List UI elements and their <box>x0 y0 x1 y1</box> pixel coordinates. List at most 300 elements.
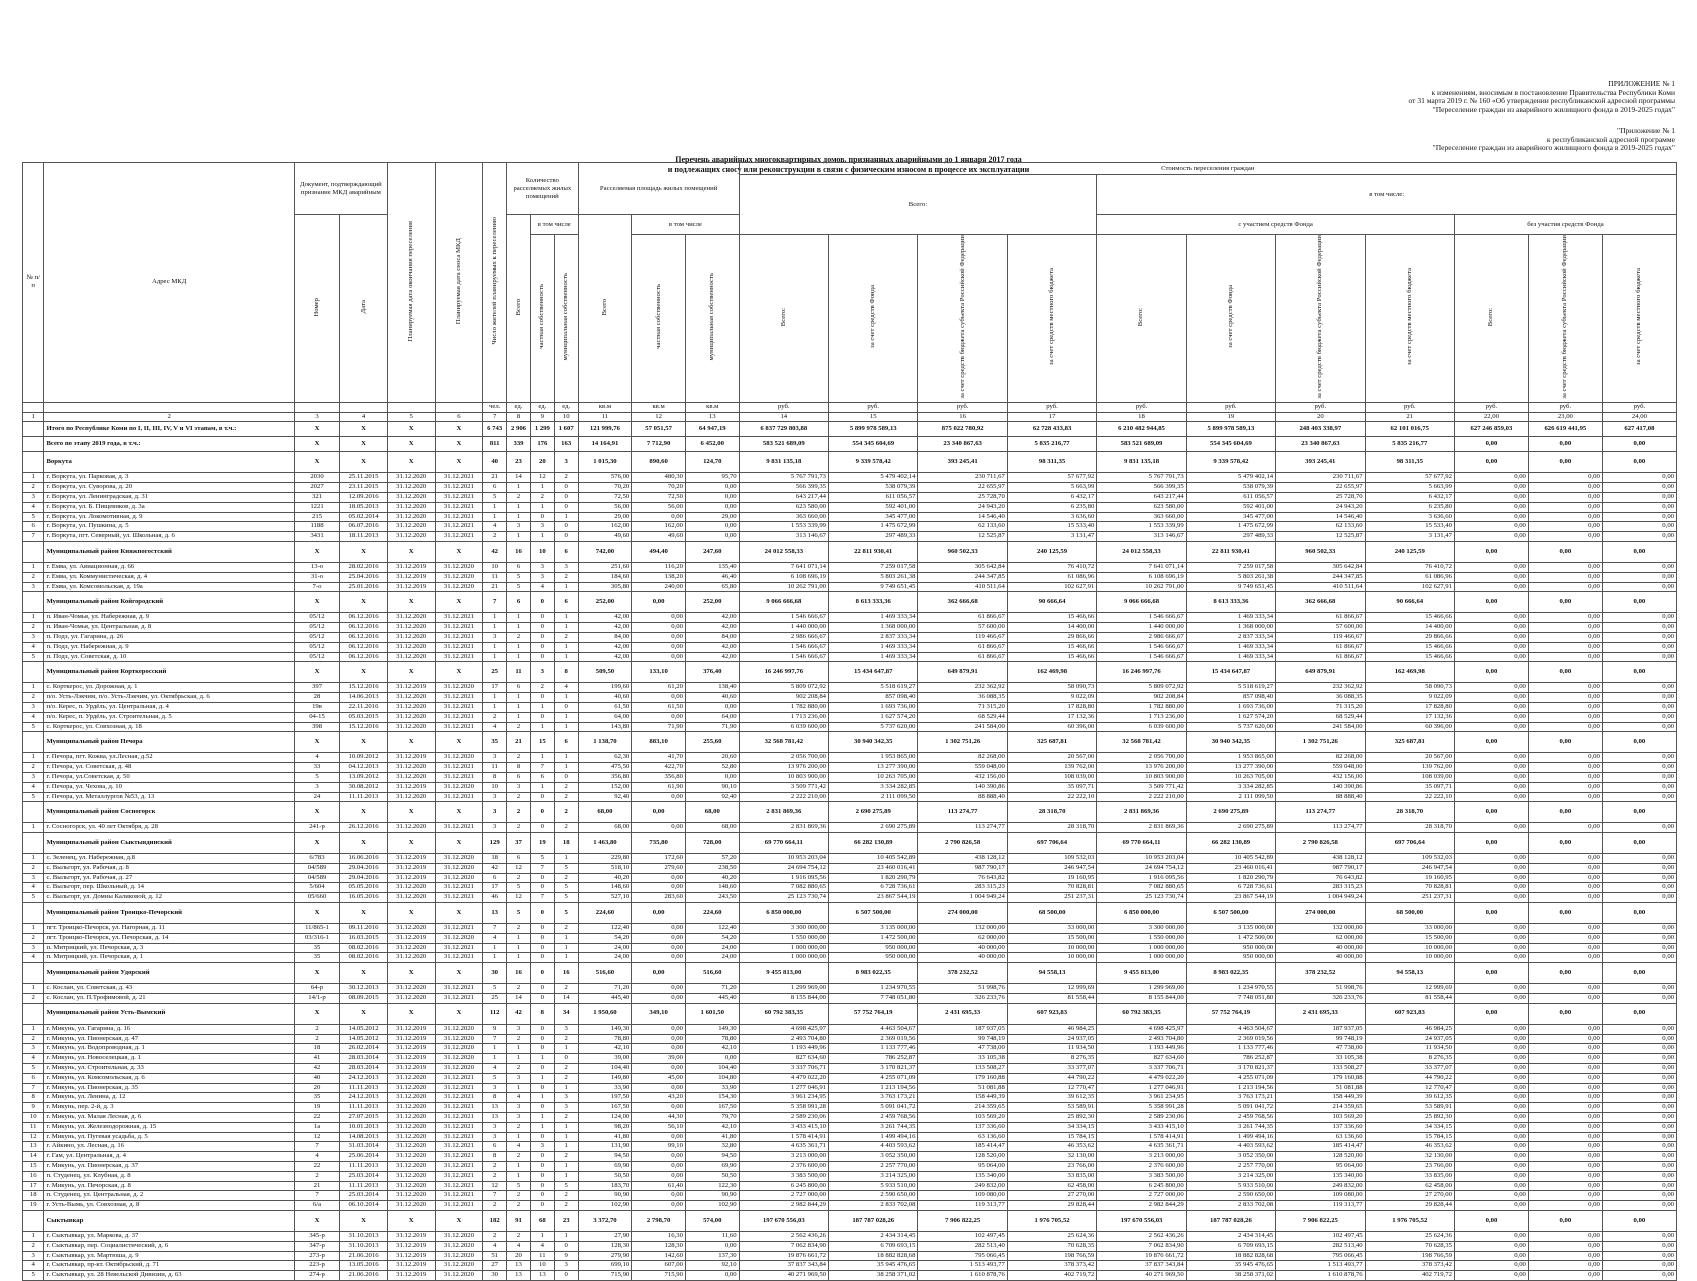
cell: 32,80 <box>685 1142 739 1152</box>
cell: 9 339 578,42 <box>829 452 918 473</box>
cell: 25.06.2014 <box>340 1152 388 1162</box>
cell: 42,00 <box>578 642 632 652</box>
cell: 0,00 <box>1602 1171 1676 1181</box>
cell: 0 <box>530 1201 554 1211</box>
cell: 42,00 <box>685 652 739 662</box>
cell: 2 <box>23 1034 44 1044</box>
cell: 3 <box>23 632 44 642</box>
table-row <box>23 1261 1677 1271</box>
cell: 1 <box>554 753 578 763</box>
cell: 5 <box>507 1181 531 1191</box>
cell: 0,00 <box>1528 854 1602 864</box>
table-row <box>23 1044 1677 1054</box>
cell: 0,00 <box>1602 792 1676 802</box>
cell: 0,00 <box>632 963 686 984</box>
cell: 14 <box>507 994 531 1004</box>
cell: 5 <box>554 883 578 893</box>
cell: 0,00 <box>1454 683 1528 693</box>
cell: 90,90 <box>578 1191 632 1201</box>
cell: 3 <box>294 412 339 422</box>
cell: 0,00 <box>1602 702 1676 712</box>
cell: 60 396,00 <box>1007 722 1096 732</box>
cell: 0 <box>530 933 554 943</box>
cell: 0,00 <box>1454 1181 1528 1191</box>
cell: 1 <box>530 1073 554 1083</box>
cell: 23 460 016,41 <box>1186 863 1275 873</box>
cell: 10 <box>554 412 578 422</box>
cell: 3431 <box>294 532 339 542</box>
cell: 33 105,38 <box>918 1054 1007 1064</box>
cell: 133 508,27 <box>1276 1064 1365 1074</box>
cell: 2 <box>507 1034 531 1044</box>
cell: 7 748 051,80 <box>829 994 918 1004</box>
cell: 29 866,66 <box>1007 632 1096 642</box>
table-row <box>23 994 1677 1004</box>
cell: 1 234 970,55 <box>1186 984 1275 994</box>
cell: 1 <box>507 532 531 542</box>
cell: 60 792 383,35 <box>1097 1003 1186 1024</box>
cell: 31.12.2020 <box>435 1251 483 1261</box>
cell: 31.12.2019 <box>387 562 435 572</box>
cell: X <box>294 903 339 924</box>
cell: 40 000,00 <box>1276 943 1365 953</box>
cell: 0,00 <box>632 984 686 994</box>
cell: 1 <box>507 693 531 703</box>
cell: 875 022 780,92 <box>918 422 1007 437</box>
cell: 7 <box>483 1191 507 1201</box>
header-line: к республиканской адресной программе <box>1546 134 1675 144</box>
cell: 40 000,00 <box>918 943 1007 953</box>
cell: 0,00 <box>1528 933 1602 943</box>
cell: 305 642,84 <box>1276 562 1365 572</box>
cell: 0,00 <box>1454 722 1528 732</box>
cell: 0,00 <box>1528 1113 1602 1123</box>
cell: 5 933 510,00 <box>829 1181 918 1191</box>
cell: 0,00 <box>1602 1054 1676 1064</box>
cell: 5 899 978 589,13 <box>829 422 918 437</box>
cell: 4 <box>23 1261 44 1271</box>
cell: 223-р <box>294 1261 339 1271</box>
cell: 321 <box>294 492 339 502</box>
cell: 31.12.2020 <box>387 994 435 1004</box>
table-row <box>23 492 1677 502</box>
cell: 162,00 <box>578 522 632 532</box>
cell: 4 <box>507 1241 531 1251</box>
cell: 2 <box>483 712 507 722</box>
cell: 0,00 <box>685 502 739 512</box>
cell: 0,00 <box>1454 662 1528 683</box>
cell: 31.12.2020 <box>435 863 483 873</box>
cell: 0,00 <box>685 1271 739 1281</box>
cell: 699,10 <box>578 1261 632 1271</box>
cell: 4 <box>23 712 44 722</box>
cell: 0,00 <box>1602 984 1676 994</box>
cell: г. Микунь, ул. Гагарина, д. 16 <box>44 1024 294 1034</box>
cell: 4 698 425,97 <box>1097 1024 1186 1034</box>
cell: 6 452,00 <box>685 437 739 452</box>
cell: 1 513 493,77 <box>918 1261 1007 1271</box>
cell: 6 <box>507 592 531 613</box>
cell: 0,00 <box>1454 1064 1528 1074</box>
cell: 62 133,60 <box>1276 522 1365 532</box>
cell: 2 <box>554 792 578 802</box>
cell: 1 440 000,00 <box>739 623 828 633</box>
cell: 5 <box>507 582 531 592</box>
cell: 39,00 <box>632 1054 686 1064</box>
cell: 2 459 768,56 <box>1186 1113 1275 1123</box>
cell: 21 <box>1365 412 1454 422</box>
cell: 0 <box>530 1064 554 1074</box>
cell: 0,00 <box>1454 582 1528 592</box>
cell: 9 022,09 <box>1007 693 1096 703</box>
cell: 64-р <box>294 984 339 994</box>
cell: 28 <box>294 693 339 703</box>
cell: 0,00 <box>1602 943 1676 953</box>
cell: 8 276,35 <box>1365 1054 1454 1064</box>
cell: 1 693 736,00 <box>829 702 918 712</box>
cell: 252,00 <box>685 592 739 613</box>
cell: 0,00 <box>1528 623 1602 633</box>
cell: 1 499 494,16 <box>1186 1132 1275 1142</box>
cell: 10 <box>483 562 507 572</box>
cell: 3 <box>530 572 554 582</box>
cell: 378 232,52 <box>918 963 1007 984</box>
cell: г. Гам, ул. Центральная, д. 4 <box>44 1152 294 1162</box>
cell: 05/12 <box>294 632 339 642</box>
cell: г. Микунь, ул. Водопроводная, д. 1 <box>44 1044 294 1054</box>
cell: 232 362,92 <box>918 683 1007 693</box>
table-row <box>23 1142 1677 1152</box>
cell: 4 479 022,20 <box>1097 1073 1186 1083</box>
cell: 3 961 234,95 <box>739 1093 828 1103</box>
cell: 197,50 <box>578 1093 632 1103</box>
cell: 7 <box>530 893 554 903</box>
cell: 2 <box>554 1152 578 1162</box>
cell: 2 <box>23 483 44 493</box>
cell: 2 690 275,89 <box>1186 823 1275 833</box>
cell: 5 <box>507 883 531 893</box>
cell: 1 000 000,00 <box>1097 953 1186 963</box>
cell: 0,00 <box>1528 802 1602 823</box>
cell: 05/12 <box>294 642 339 652</box>
cell: 94,50 <box>578 1152 632 1162</box>
cell: 06.10.2014 <box>340 1201 388 1211</box>
cell: 0,00 <box>1528 1044 1602 1054</box>
cell: 135 340,00 <box>918 1171 1007 1181</box>
cell: X <box>387 903 435 924</box>
cell: 246 947,54 <box>1007 863 1096 873</box>
cell: руб. <box>1365 402 1454 412</box>
cell: 108 039,00 <box>1007 772 1096 782</box>
cell: 42,10 <box>685 1044 739 1054</box>
col-header-nofund-total: Всего: <box>1454 235 1528 403</box>
cell: 25 624,36 <box>1365 1232 1454 1242</box>
cell: 46 <box>483 893 507 903</box>
cell: 0,00 <box>1454 833 1528 854</box>
cell: 1 <box>23 1232 44 1242</box>
cell: 78,80 <box>685 1034 739 1044</box>
cell: 22 655,97 <box>918 483 1007 493</box>
cell: 786 252,87 <box>829 1054 918 1064</box>
cell: 2 589 230,06 <box>739 1113 828 1123</box>
cell: 2 222 210,00 <box>1097 792 1186 802</box>
col-header-total-local: за счет средств местного бюджета <box>1007 235 1096 403</box>
cell: 5 <box>23 722 44 732</box>
cell: 0,00 <box>1602 772 1676 782</box>
cell: г. Микунь, ул. Железнодорожная, д. 15 <box>44 1122 294 1132</box>
cell: 0,00 <box>1454 943 1528 953</box>
cell: 9 <box>530 412 554 422</box>
cell: 1 193 449,96 <box>739 1044 828 1054</box>
col-header-nofund-region: за счет средств бюджета субъекта Российской Федерации <box>1528 235 1602 403</box>
cell: 0,00 <box>632 642 686 652</box>
cell: 13 <box>685 412 739 422</box>
cell: 9 <box>23 1103 44 1113</box>
cell: 247,60 <box>685 541 739 562</box>
cell: 31.12.2020 <box>387 883 435 893</box>
cell: 9 022,09 <box>1365 693 1454 703</box>
cell: 40 000,00 <box>1276 953 1365 963</box>
cell: 1 <box>483 1044 507 1054</box>
cell: 325 687,81 <box>1365 732 1454 753</box>
cell: 1 820 290,79 <box>1186 873 1275 883</box>
cell: 13 <box>23 1142 44 1152</box>
cell: г. Айкино, ул. Лесная, д. 16 <box>44 1142 294 1152</box>
cell: 2 <box>483 1232 507 1242</box>
cell: 0,00 <box>1602 854 1676 864</box>
municipality-row <box>23 1003 1677 1024</box>
cell: 4 <box>483 1064 507 1074</box>
cell: 0 <box>530 512 554 522</box>
cell: 627 417,08 <box>1602 422 1676 437</box>
cell: 135,40 <box>685 562 739 572</box>
cell: 0,00 <box>1454 1232 1528 1242</box>
cell: 38 258 371,02 <box>1186 1271 1275 1281</box>
cell: 1 <box>23 753 44 763</box>
cell: п. Иван-Чомья, ул. Центральная, д. 8 <box>44 623 294 633</box>
cell: 0,00 <box>1454 1191 1528 1201</box>
cell: 70 628,35 <box>1007 1241 1096 1251</box>
cell: 3 <box>23 492 44 502</box>
cell: 197 670 556,03 <box>1097 1211 1186 1232</box>
cell: 0,00 <box>685 483 739 493</box>
cell: 11 <box>530 1251 554 1261</box>
cell: 35 945 476,65 <box>829 1261 918 1271</box>
cell: 11,60 <box>685 1232 739 1242</box>
cell: 24.12.2013 <box>340 1093 388 1103</box>
cell: 15.12.2016 <box>340 683 388 693</box>
cell: 46,40 <box>685 572 739 582</box>
cell: г. Воркута, ул. Парковая, д. 3 <box>44 473 294 483</box>
cell: 3 <box>483 1122 507 1132</box>
cell: X <box>294 802 339 823</box>
cell: 0 <box>554 702 578 712</box>
cell: 5 663,99 <box>1007 483 1096 493</box>
cell: 14 546,40 <box>918 512 1007 522</box>
cell: 5 <box>23 1064 44 1074</box>
cell: 1 475 672,99 <box>829 522 918 532</box>
cell: 2 <box>554 802 578 823</box>
cell: руб. <box>1097 402 1186 412</box>
cell: 7 062 834,90 <box>739 1241 828 1251</box>
cell: 06.12.2016 <box>340 652 388 662</box>
cell: 39,00 <box>578 1054 632 1064</box>
cell: 31.12.2021 <box>435 642 483 652</box>
cell: 68 529,44 <box>1276 712 1365 722</box>
cell: 1 <box>23 984 44 994</box>
cell: 25 <box>483 662 507 683</box>
cell: 32 130,00 <box>1365 1152 1454 1162</box>
cell: 17 <box>23 1181 44 1191</box>
cell: 10 <box>530 1261 554 1271</box>
cell: 197 670 556,03 <box>739 1211 828 1232</box>
cell: 31.12.2021 <box>435 943 483 953</box>
cell: 40,60 <box>578 693 632 703</box>
cell: 5 835 216,77 <box>1365 437 1454 452</box>
cell: 24 694 754,12 <box>739 863 828 873</box>
cell: 61 866,67 <box>1276 613 1365 623</box>
cell: 0,00 <box>1454 702 1528 712</box>
cell: 378 373,42 <box>1365 1261 1454 1271</box>
cell: 5 <box>554 863 578 873</box>
cell: 31.12.2020 <box>387 1142 435 1152</box>
cell: 2 <box>483 1171 507 1181</box>
cell: 25 892,30 <box>1007 1113 1096 1123</box>
cell: 31.12.2020 <box>387 532 435 542</box>
table-row <box>23 792 1677 802</box>
cell: 31.12.2021 <box>435 1132 483 1142</box>
cell: г. Усть-Вымь, ул. Совхозная, д. 8 <box>44 1201 294 1211</box>
cell: 3 <box>507 1103 531 1113</box>
cell: 9 455 813,00 <box>739 963 828 984</box>
cell: 32 568 781,42 <box>1097 732 1186 753</box>
cell: 3 300 000,00 <box>1097 924 1186 934</box>
cell: 2 <box>507 1152 531 1162</box>
cell: 62 728 433,83 <box>1007 422 1096 437</box>
cell: 149,80 <box>578 1073 632 1083</box>
cell: 4 698 425,97 <box>739 1024 828 1034</box>
cell: с. Зеленец, ул. Набережная, д.8 <box>44 854 294 864</box>
cell: 3 <box>507 1024 531 1034</box>
cell: 42 <box>483 863 507 873</box>
cell: 3 170 821,37 <box>829 1064 918 1074</box>
cell: 31.12.2021 <box>435 483 483 493</box>
cell: 0,00 <box>1454 1132 1528 1142</box>
cell: 31.12.2020 <box>435 753 483 763</box>
cell: 0,00 <box>1454 893 1528 903</box>
cell: 0,00 <box>1528 1211 1602 1232</box>
cell: 0,00 <box>1602 1034 1676 1044</box>
cell: 62 000,00 <box>1276 933 1365 943</box>
cell: 0,00 <box>1602 1261 1676 1271</box>
header-line: "Приложение № 1 <box>1617 126 1675 135</box>
cell: 402 719,72 <box>1365 1271 1454 1281</box>
cell: X <box>294 1003 339 1024</box>
cell: 538 079,39 <box>1186 483 1275 493</box>
cell: 0,00 <box>1454 613 1528 623</box>
cell: 0 <box>530 1044 554 1054</box>
cell: 39 612,35 <box>1007 1093 1096 1103</box>
cell: 11.11.2013 <box>340 1162 388 1172</box>
cell <box>23 1003 44 1024</box>
cell: 857 098,40 <box>829 693 918 703</box>
cell: 3 334 282,85 <box>829 782 918 792</box>
cell: 1 953 865,00 <box>829 753 918 763</box>
cell: 3 <box>530 1142 554 1152</box>
cell: 6 <box>435 412 483 422</box>
cell: 0,00 <box>1528 722 1602 732</box>
cell: 1 <box>530 532 554 542</box>
cell: 46 353,62 <box>1007 1142 1096 1152</box>
cell: 0 <box>530 1162 554 1172</box>
cell: 31.12.2019 <box>387 582 435 592</box>
cell: 71,90 <box>685 722 739 732</box>
cell: 31.12.2021 <box>435 1083 483 1093</box>
cell: 31.12.2020 <box>435 1271 483 1281</box>
cell: 31.12.2019 <box>387 873 435 883</box>
cell: 230 711,67 <box>1276 473 1365 483</box>
cell: 2 831 869,36 <box>739 823 828 833</box>
cell: 0,00 <box>1454 437 1528 452</box>
cell: 13 <box>483 1103 507 1113</box>
col-header-cost-incl: в том числе: <box>1097 175 1677 215</box>
cell: 0,00 <box>632 652 686 662</box>
cell: 179 160,88 <box>918 1073 1007 1083</box>
cell: 1 713 236,00 <box>739 712 828 722</box>
cell: 795 066,45 <box>918 1251 1007 1261</box>
cell: 509,50 <box>578 662 632 683</box>
cell: 18.05.2013 <box>340 502 388 512</box>
cell: 325 687,81 <box>1007 732 1096 753</box>
cell: 0,00 <box>1528 1093 1602 1103</box>
cell: 05.03.2015 <box>340 712 388 722</box>
cell: 108 039,00 <box>1365 772 1454 782</box>
cell: 241-р <box>294 823 339 833</box>
cell: 10 803 900,00 <box>739 772 828 782</box>
cell: 1 <box>483 623 507 633</box>
cell: 128 520,00 <box>1276 1152 1365 1162</box>
cell: 538 079,39 <box>829 483 918 493</box>
cell: 21 <box>507 732 531 753</box>
cell: 119 313,77 <box>1276 1201 1365 1211</box>
cell: руб. <box>739 402 828 412</box>
cell: 1 213 194,56 <box>1186 1083 1275 1093</box>
cell: 64,00 <box>578 712 632 722</box>
cell: 3 763 173,21 <box>1186 1093 1275 1103</box>
cell: X <box>294 437 339 452</box>
cell: 0,00 <box>1454 1171 1528 1181</box>
cell: 31.12.2020 <box>387 693 435 703</box>
cell: 29.04.2016 <box>340 873 388 883</box>
cell: 31.12.2020 <box>435 1044 483 1054</box>
cell: 61 866,67 <box>918 642 1007 652</box>
cell <box>435 402 483 412</box>
cell: 29 828,44 <box>1365 1201 1454 1211</box>
cell: 3 433 415,10 <box>1097 1122 1186 1132</box>
cell: 31.12.2019 <box>387 753 435 763</box>
cell: 6/783 <box>294 854 339 864</box>
cell: 1 546 666,67 <box>1097 642 1186 652</box>
cell: 0,00 <box>685 532 739 542</box>
cell: 0,00 <box>1602 642 1676 652</box>
cell: 1 <box>507 1083 531 1093</box>
table-row <box>23 532 1677 542</box>
cell: 0,00 <box>1528 873 1602 883</box>
cell: 1 000 000,00 <box>739 943 828 953</box>
cell: руб. <box>1528 402 1602 412</box>
cell: 1 <box>554 943 578 953</box>
cell: 2 <box>23 623 44 633</box>
